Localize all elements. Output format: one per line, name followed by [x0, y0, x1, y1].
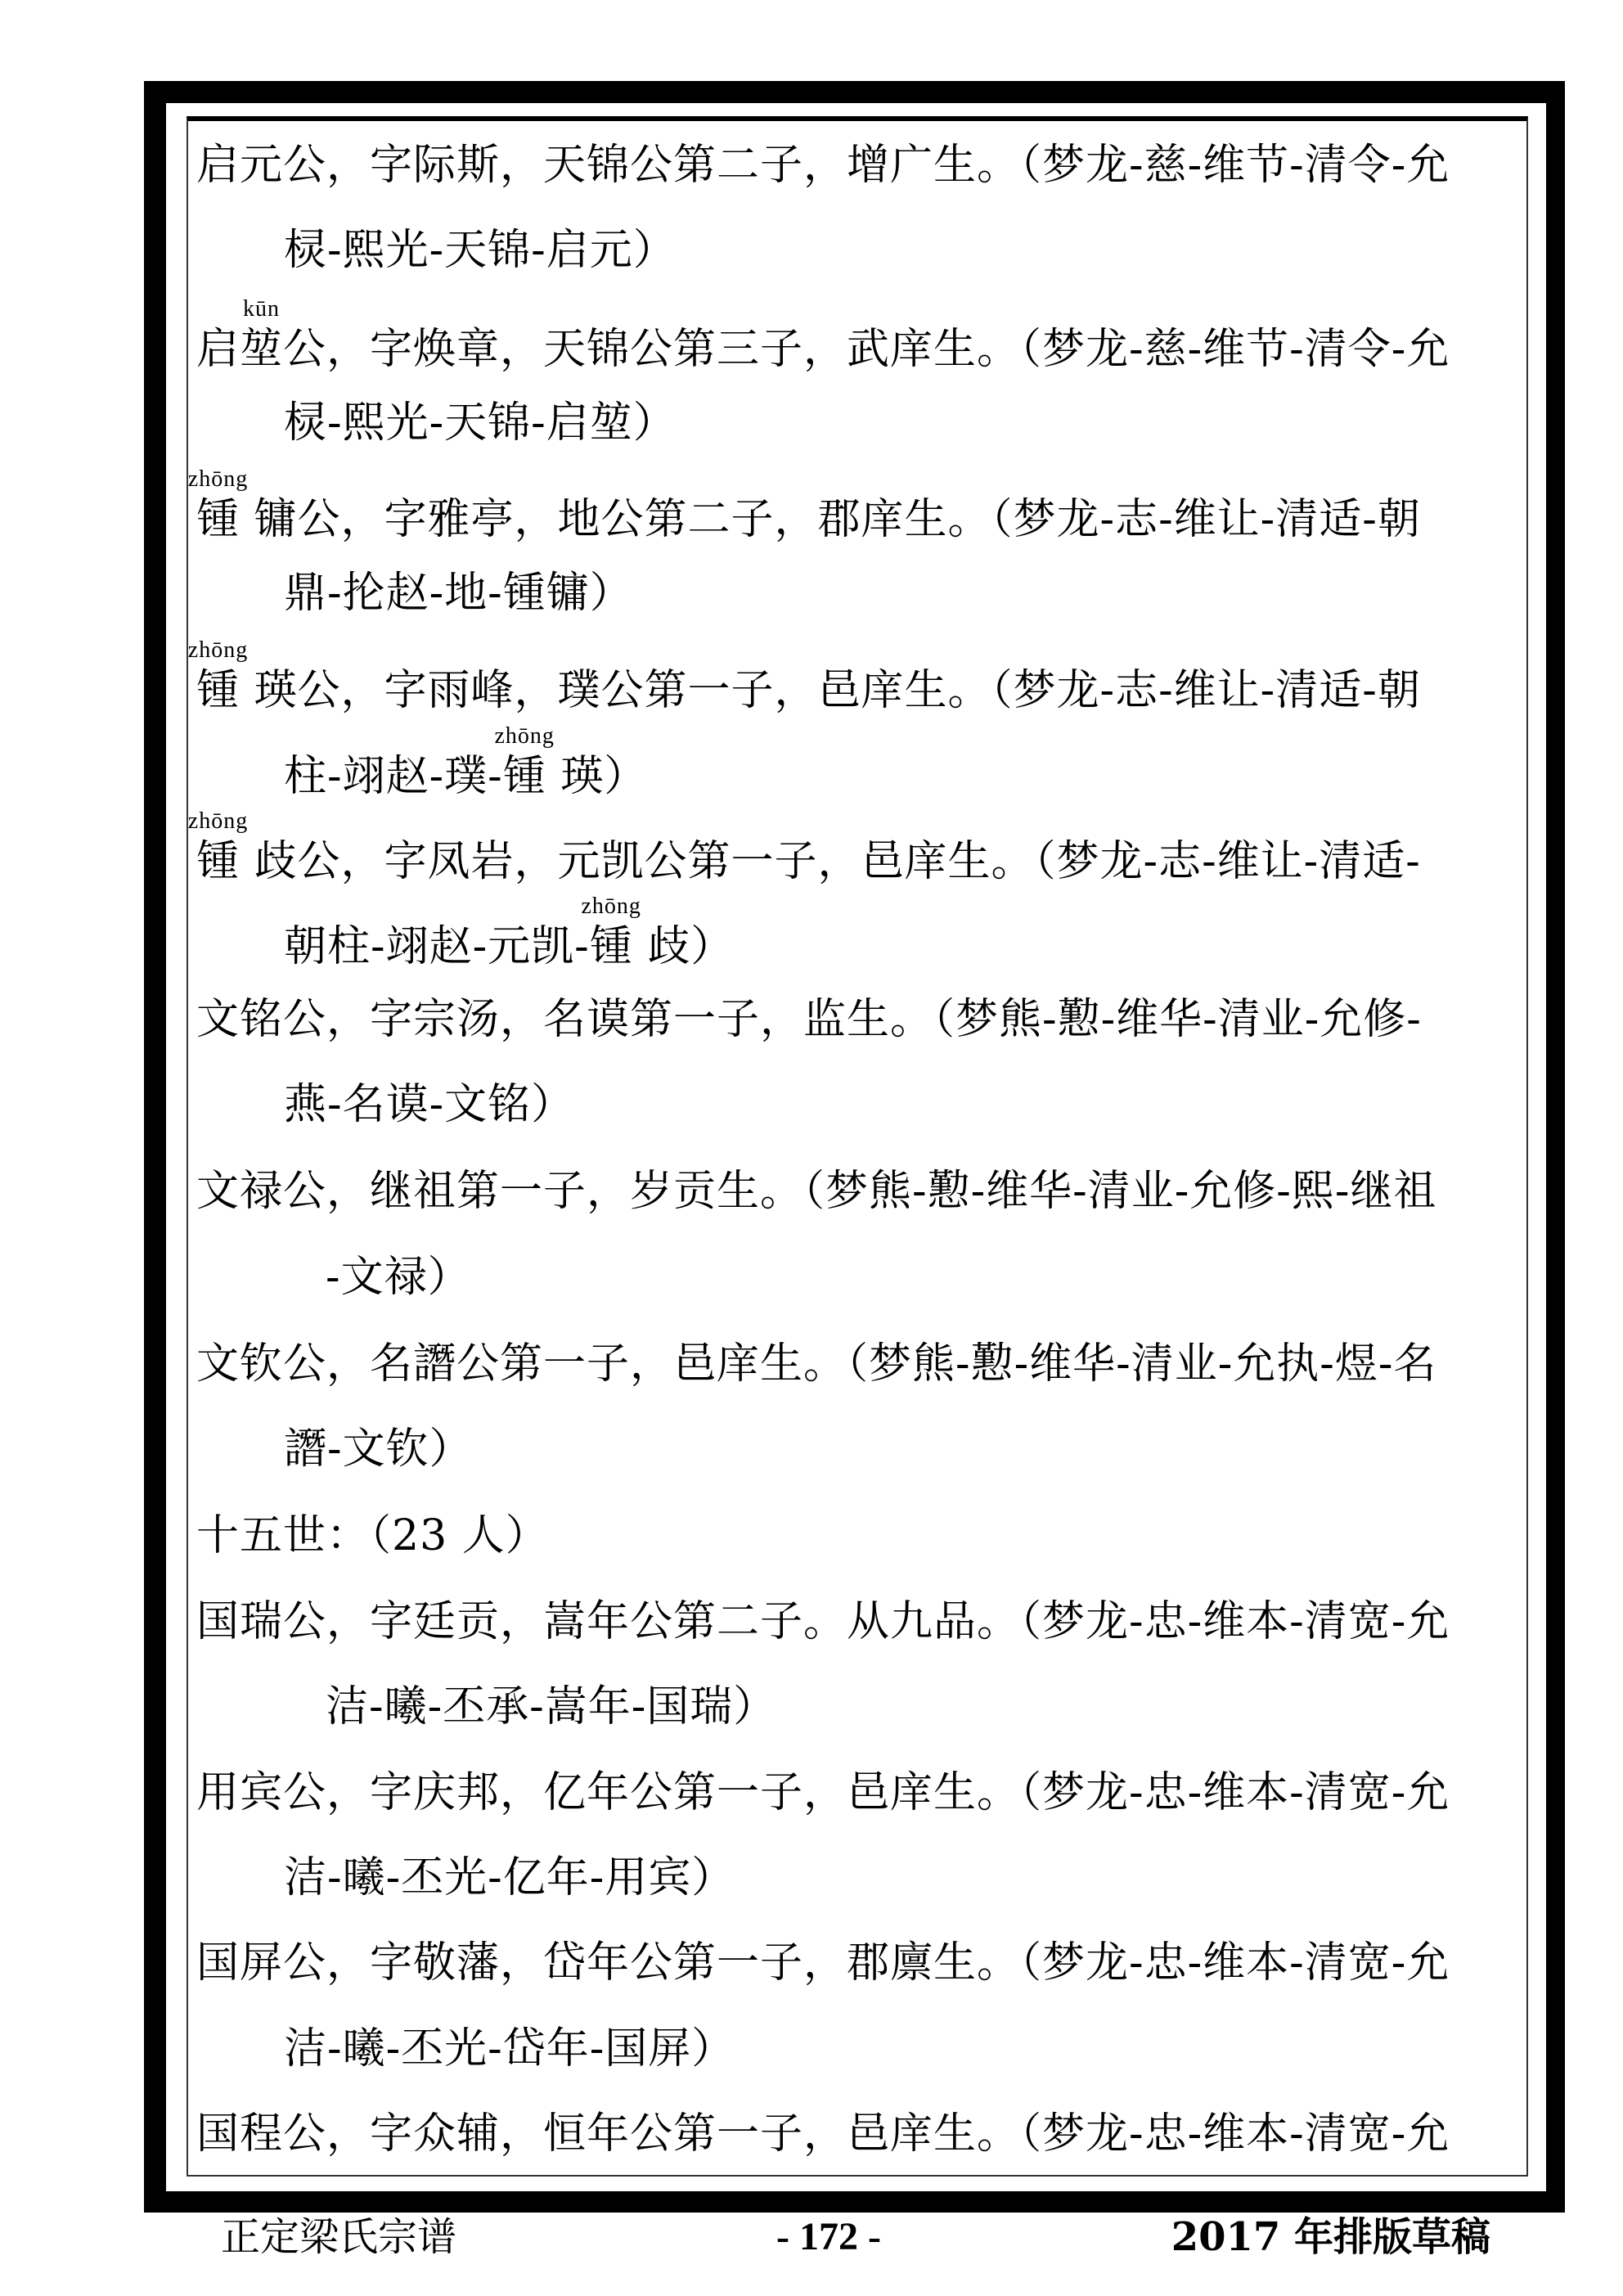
- annotated-character: [240, 296, 284, 374]
- text-run: 瑛）: [546, 752, 648, 801]
- text-run: 启元公，字际斯，天锦公第二子，增广生。（梦龙-慈-维节-清令-允: [196, 141, 1450, 190]
- pinyin-annotation: zhōng: [581, 894, 641, 919]
- footer-book-title: 正定梁氏宗谱: [221, 2214, 457, 2260]
- entry-line: [196, 995, 1422, 1044]
- footer-page-number: - 172 -: [776, 2215, 881, 2258]
- annotated-char: 堃: [240, 325, 284, 374]
- text-run: 棂-熙光-天锦-启元）: [284, 226, 677, 275]
- entry-continuation-line: [326, 1253, 471, 1302]
- text-run: 用宾公，字庆邦，亿年公第一子，邑庠生。（梦龙-忠-维本-清宽-允: [196, 1768, 1450, 1817]
- footer-draft-note: 2017 年排版草稿: [1171, 2214, 1490, 2260]
- text-run: 洁-曦-丕光-岱年-国屏）: [284, 2024, 735, 2073]
- annotated-char: 锺: [502, 752, 546, 801]
- text-run: 国屏公，字敬藩，岱年公第一子，郡廪生。（梦龙-忠-维本-清宽-允: [196, 1938, 1450, 1988]
- pinyin-annotation: zhōng: [187, 466, 249, 492]
- entry-line: [187, 808, 1421, 886]
- annotated-character: [187, 808, 249, 886]
- text-run: 文禄公，继祖第一子，岁贡生。（梦熊-懃-维华-清业-允修-熙-继祖: [196, 1167, 1437, 1216]
- entry-line: [196, 1938, 1450, 1988]
- pinyin-annotation: zhōng: [187, 637, 249, 663]
- text-run: 柱-翊赵-璞-: [284, 752, 503, 801]
- text-run: 镛公，字雅亭，地公第二子，郡庠生。（梦龙-志-维让-清适-朝: [240, 495, 1421, 544]
- text-run: 公，字焕章，天锦公第三子，武庠生。（梦龙-慈-维节-清令-允: [283, 325, 1450, 374]
- entry-continuation-line: [284, 2024, 735, 2073]
- text-run: 歧）: [632, 922, 735, 971]
- text-run: 国瑞公，字廷贡，嵩年公第二子。从九品。（梦龙-忠-维本-清宽-允: [196, 1597, 1450, 1646]
- text-run: 十五世：（23 人）: [196, 1511, 549, 1560]
- entry-line: [187, 466, 1421, 544]
- entry-line: [196, 1597, 1450, 1646]
- annotated-char: 锺: [196, 666, 241, 715]
- annotated-char: 锺: [196, 837, 241, 886]
- annotated-character: [187, 637, 249, 715]
- entry-continuation-line: [284, 1425, 473, 1474]
- entry-line: [196, 1768, 1450, 1817]
- entry-continuation-line: [326, 1682, 776, 1731]
- text-run: 鼎-抡赵-地-锺镛）: [284, 569, 633, 618]
- entry-line: [196, 141, 1450, 190]
- text-run: 启: [196, 325, 241, 374]
- entry-line: [196, 1511, 549, 1560]
- entry-continuation-line: [284, 1853, 735, 1902]
- entry-line: [187, 637, 1421, 715]
- pinyin-annotation: kūn: [243, 296, 281, 322]
- text-run: 燕-名谟-文铭）: [284, 1080, 575, 1129]
- annotated-char: 锺: [196, 495, 241, 544]
- text-run: 文铭公，字宗汤，名谟第一子，监生。（梦熊-懃-维华-清业-允修-: [196, 995, 1422, 1044]
- entry-line: [196, 2109, 1450, 2159]
- entry-continuation-line: [284, 1080, 574, 1129]
- text-run: 棂-熙光-天锦-启堃）: [284, 398, 677, 448]
- pinyin-annotation: zhōng: [494, 723, 555, 749]
- annotated-character: [187, 466, 249, 544]
- text-run: 歧公，字凤岩，元凯公第一子，邑庠生。（梦龙-志-维让-清适-: [240, 837, 1421, 886]
- text-run: 譖-文钦）: [284, 1425, 473, 1474]
- entry-continuation-line: [284, 894, 735, 971]
- text-run: 朝柱-翊赵-元凯-: [284, 922, 590, 971]
- entry-line: [196, 1167, 1436, 1216]
- entry-line: [196, 296, 1450, 374]
- pinyin-annotation: zhōng: [187, 808, 249, 834]
- entry-continuation-line: [284, 569, 633, 618]
- text-run: 国程公，字众辅，恒年公第一子，邑庠生。（梦龙-忠-维本-清宽-允: [196, 2109, 1450, 2159]
- text-run: 洁-曦-丕承-嵩年-国瑞）: [326, 1682, 777, 1731]
- annotated-char: 锺: [589, 922, 633, 971]
- annotated-character: [494, 723, 555, 801]
- text-run: 瑛公，字雨峰，璞公第一子，邑庠生。（梦龙-志-维让-清适-朝: [240, 666, 1421, 715]
- text-run: -文禄）: [326, 1253, 471, 1302]
- text-run: 文钦公，名譖公第一子，邑庠生。（梦熊-懃-维华-清业-允执-煜-名: [196, 1339, 1437, 1389]
- text-run: 洁-曦-丕光-亿年-用宾）: [284, 1853, 735, 1902]
- annotated-character: [581, 894, 641, 971]
- entry-continuation-line: [284, 226, 677, 275]
- entry-line: [196, 1339, 1436, 1389]
- entry-continuation-line: [284, 398, 677, 448]
- entry-continuation-line: [284, 723, 648, 801]
